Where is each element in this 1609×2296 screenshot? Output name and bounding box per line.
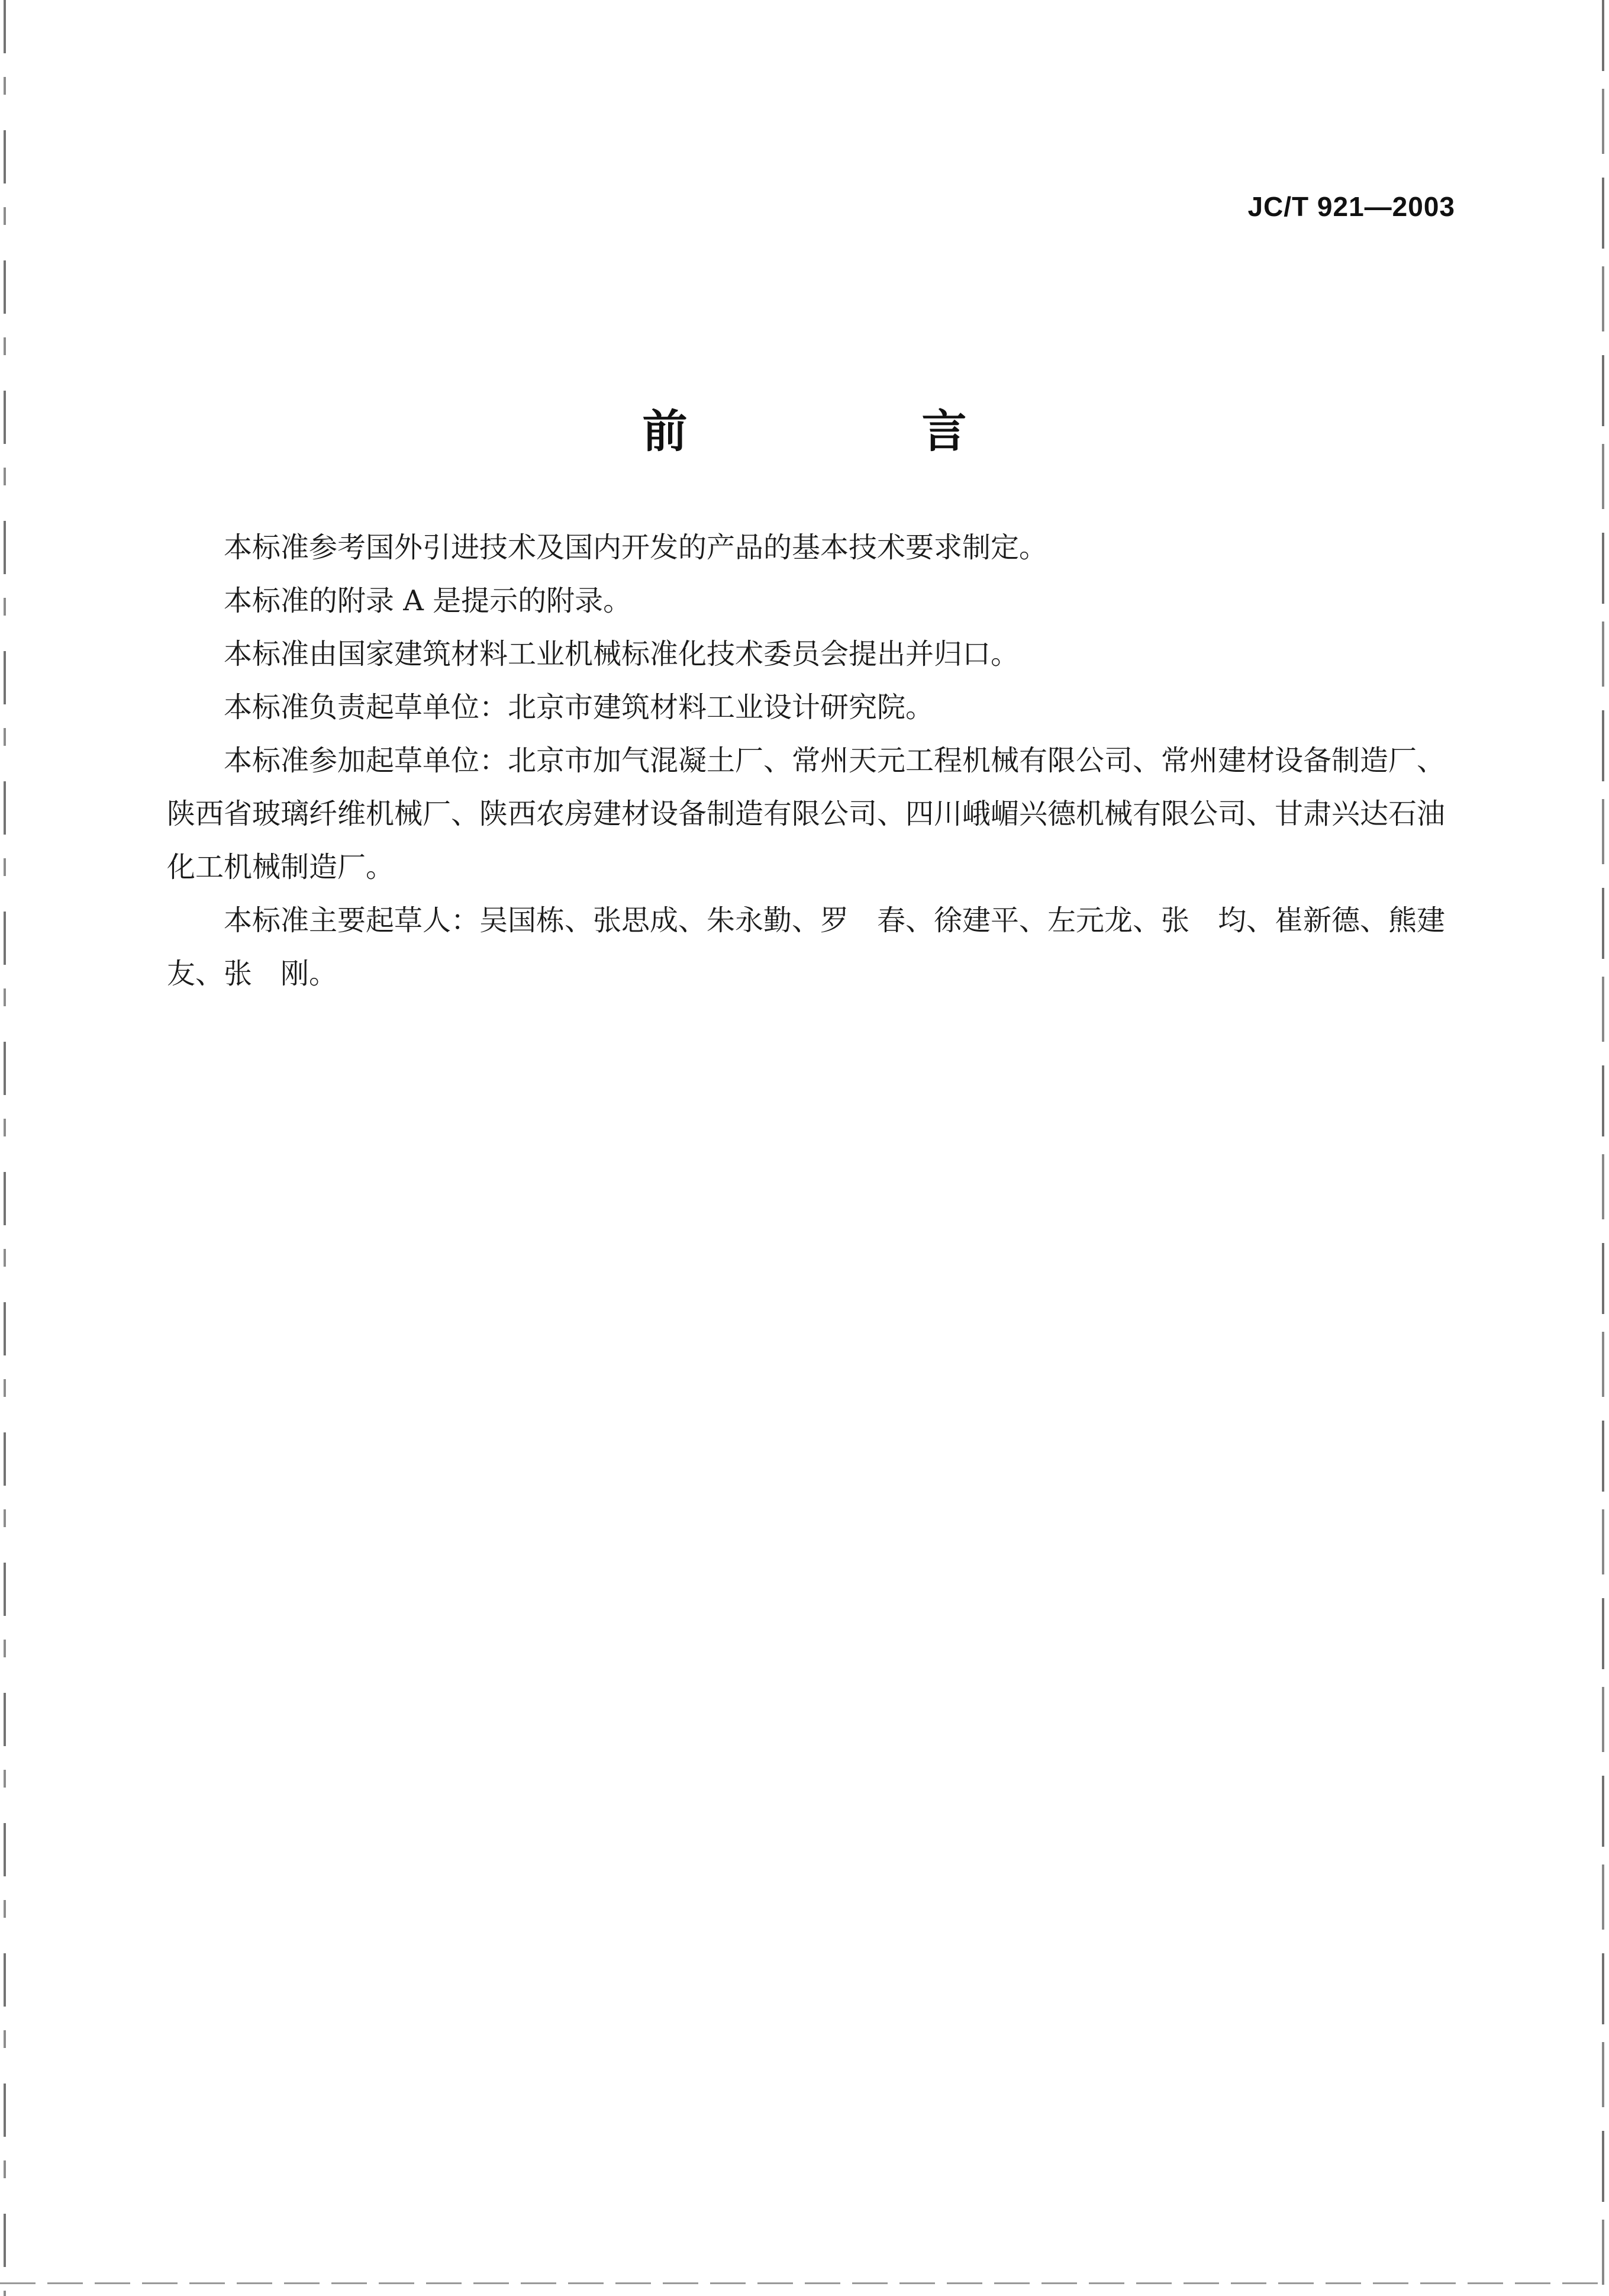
paragraph-proposer: 本标准由国家建筑材料工业机械标准化技术委员会提出并归口。 (224, 637, 1020, 671)
scan-edge-right (1602, 0, 1604, 2296)
foreword-body (167, 521, 1445, 1000)
document-number: JC/T 921—2003 (1247, 191, 1455, 222)
paragraph-main-drafters: 本标准主要起草人：吴国栋、张思成、朱永勤、罗 春、徐建平、左元龙、张 均、崔新德、熊建友、张 刚。 (167, 904, 1446, 990)
paragraph-participating-drafters: 本标准参加起草单位：北京市加气混凝土厂、常州天元工程机械有限公司、常州建材设备制造厂、陕西省玻璃纤维机械厂、陕西农房建材设备制造有限公司、四川峨嵋兴德机械有限公司、甘肃兴达石油化工机械制造厂。 (167, 744, 1446, 884)
paragraph-basis: 本标准参考国外引进技术及国内开发的产品的基本技术要求制定。 (224, 531, 1048, 564)
scan-edge-bottom (0, 2282, 1609, 2284)
page-title: 前 言 (642, 405, 1062, 458)
paragraph-appendix: 本标准的附录 A 是提示的附录。 (224, 584, 632, 617)
paragraph-lead-drafter: 本标准负责起草单位：北京市建筑材料工业设计研究院。 (224, 691, 934, 724)
scan-edge-left (4, 0, 6, 2296)
